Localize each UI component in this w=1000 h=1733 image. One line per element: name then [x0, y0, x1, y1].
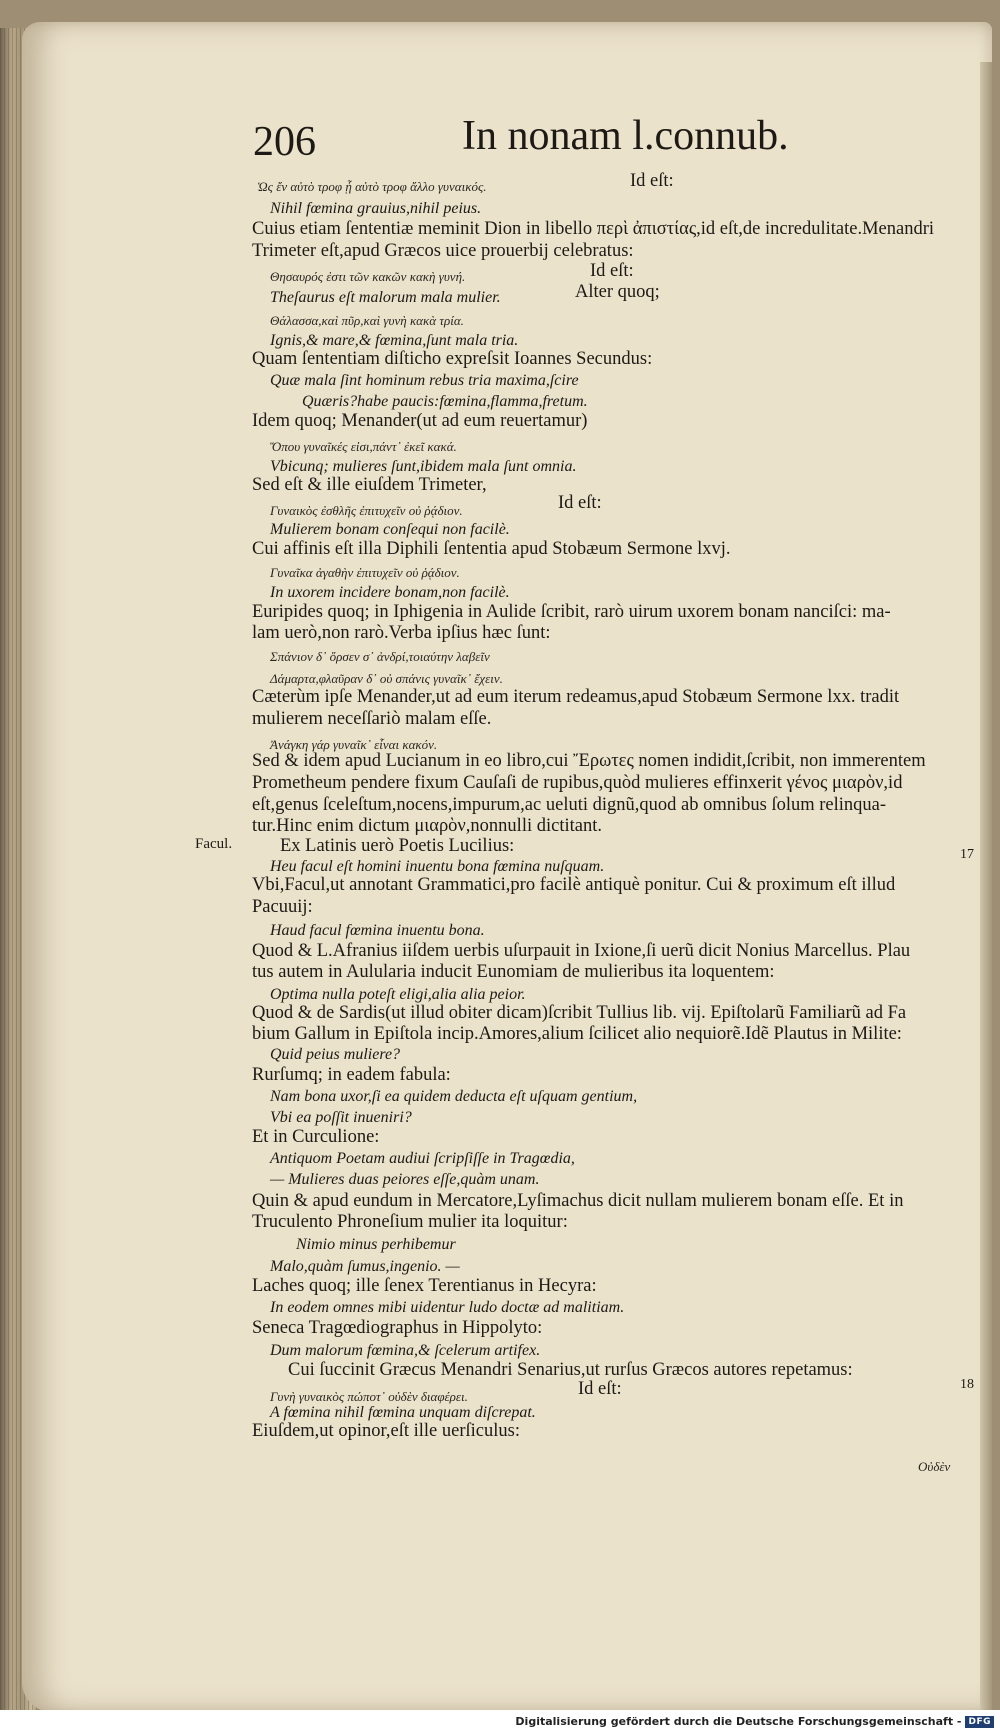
margin-line-number: 18	[960, 1377, 974, 1392]
text-line: mulierem neceſſariò malam eſſe.	[252, 709, 492, 729]
text-line: Et in Curculione:	[252, 1127, 380, 1147]
text-line: Cæterùm ipſe Menander,ut ad eum iterum redeamus,apud Stobæum Sermone lxx. tradit	[252, 687, 900, 707]
greek-quotation-line: Γυναικὸς ἐσθλῆς ἐπιτυχεῖν οὐ ῥᾴδιον.	[270, 503, 463, 518]
margin-line-number: 17	[960, 847, 974, 862]
latin-quotation-line: Antiquom Poetam audiui ſcripſiſſe in Tragœdia,	[270, 1150, 575, 1167]
text-line: lam uerò,non rarò.Verba ipſius hæc ſunt:	[252, 623, 551, 643]
text-line: Truculento Phroneſium mulier ita loquitur:	[252, 1212, 568, 1232]
latin-quotation-line: Nam bona uxor,ſi ea quidem deducta eſt uſquam gentium,	[270, 1088, 638, 1105]
text-line: Quam ſententiam diſticho expreſsit Ioannes Secundus:	[252, 349, 653, 369]
latin-quotation-line: Ignis,& mare,& fœmina,ſunt mala tria.	[270, 332, 519, 349]
greek-quotation-line: Δάμαρτα,φλαῦραν δ᾽ οὐ σπάνις γυναῖκ᾽ ἔχειν.	[270, 671, 503, 686]
greek-quotation-line: Γυνὴ γυναικὸς πώποτ᾽ οὐδὲν διαφέρει.	[270, 1389, 468, 1404]
latin-quotation-line: Theſaurus eſt malorum mala mulier.	[270, 289, 501, 306]
greek-quotation-line: Ὡς ἔν αὐτὸ τροφ ᾗ αὐτὸ τροφ ἄλλο γυναικός.	[257, 179, 487, 194]
greek-quotation-line: Θάλασσα,καὶ πῦρ,καὶ γυνὴ κακὰ τρία.	[270, 313, 464, 328]
latin-quotation-line: Heu facul eſt homini inuentu bona fœmina nuſquam.	[270, 858, 605, 875]
latin-quotation-line: — Mulieres duas peiores eſſe,quàm unam.	[270, 1171, 540, 1188]
text-line: Ex Latinis uerò Poetis Lucilius:	[280, 836, 515, 856]
digitization-footer	[0, 1710, 1000, 1733]
page-number: 206	[253, 119, 316, 165]
greek-quotation-line: Θησαυρός ἐστι τῶν κακῶν κακὴ γυνή.	[270, 269, 466, 284]
text-line: Idem quoq; Menander(ut ad eum reuertamur)	[252, 411, 588, 431]
text-line: Cui affinis eſt illa Diphili ſententia apud Stobæum Sermone lxvj.	[252, 539, 731, 559]
margin-note: Facul.	[195, 836, 233, 852]
text-line: Prometheum pendere fixum Cauſaſi de rupibus,quòd mulieres effinxerit γένος μιαρὸν,id	[252, 773, 903, 793]
text-line: Id eſt:	[578, 1379, 622, 1399]
text-line: Quod & L.Afranius iiſdem uerbis uſurpauit in Ixione,ſi uerũ dicit Nonius Marcellus. Plau	[252, 941, 911, 961]
text-line: Vbi,Facul,ut annotant Grammatici,pro facilè antiquè ponitur. Cui & proximum eſt illud	[252, 875, 896, 895]
text-line: Id eſt:	[558, 493, 602, 513]
text-line: Alter quoq;	[575, 282, 660, 302]
text-line: Id eſt:	[630, 171, 674, 191]
text-line: Cuius etiam ſententiæ meminit Dion in libello περὶ ἀπιστίας,id eſt,de incredulitate.Menandri	[252, 219, 934, 239]
text-line: Pacuuij:	[252, 897, 313, 917]
latin-quotation-line: A fœmina nihil fœmina unquam diſcrepat.	[270, 1404, 536, 1421]
text-line: Sed eſt & ille eiuſdem Trimeter,	[252, 475, 487, 495]
text-line: Seneca Tragœdiographus in Hippolyto:	[252, 1318, 543, 1338]
text-line: Eiuſdem,ut opinor,eſt ille uerſiculus:	[252, 1421, 520, 1441]
latin-quotation-line: In uxorem incidere bonam,non facilè.	[270, 584, 510, 601]
latin-quotation-line: In eodem omnes mibi uidentur ludo doctæ ad malitiam.	[270, 1299, 625, 1316]
text-line: Euripides quoq; in Iphigenia in Aulide ſcribit, rarò uirum uxorem bonam nanciſci: ma-	[252, 602, 891, 622]
latin-quotation-line: Nimio minus perhibemur	[296, 1236, 456, 1253]
text-line: bium Gallum in Epiſtola incip.Amores,alium ſcilicet alio nequiorẽ.Idẽ Plautus in Milite:	[252, 1024, 902, 1044]
text-line: tur.Hinc enim dictum μιαρὸν,nonnulli dictitant.	[252, 816, 602, 836]
text-line: Quod & de Sardis(ut illud obiter dicam)ſcribit Tullius lib. vij. Epiſtolarũ Familiarũ ad Fa	[252, 1003, 907, 1023]
greek-quotation-line: Ὅπου γυναῖκές εἰσι,πάντ᾽ ἐκεῖ κακά.	[270, 439, 457, 454]
greek-quotation-line: Γυναῖκα ἀγαθὴν ἐπιτυχεῖν οὐ ῥᾴδιον.	[270, 565, 460, 580]
latin-quotation-line: Haud facul fœmina inuentu bona.	[270, 922, 485, 939]
footer-credit-text: Digitalisierung gefördert durch die Deutsche Forschungsgemeinschaft -	[515, 1715, 962, 1728]
text-line: Cui ſuccinit Græcus Menandri Senarius,ut rurſus Græcos autores repetamus:	[288, 1360, 853, 1380]
text-line: tus autem in Aulularia inducit Eunomiam de mulieribus ita loquentem:	[252, 962, 775, 982]
latin-quotation-line: Nihil fœmina grauius,nihil peius.	[270, 200, 482, 217]
latin-quotation-line: Malo,quàm ſumus,ingenio. —	[270, 1258, 460, 1275]
text-line: Rurſumq; in eadem fabula:	[252, 1065, 451, 1085]
text-line: Laches quoq; ille ſenex Terentianus in Hecyra:	[252, 1276, 597, 1296]
latin-quotation-line: Quid peius muliere?	[270, 1046, 401, 1063]
text-line: eſt,genus ſceleſtum,nocens,impurum,ac ueluti dignũ,quod ab omnibus ſolum relinqua-	[252, 795, 887, 815]
latin-quotation-line: Quæ mala ſint hominum rebus tria maxima,ſcire	[270, 372, 579, 389]
latin-quotation-line: Vbi ea poſſit inueniri?	[270, 1109, 412, 1126]
latin-quotation-line: Dum malorum fœmina,& ſcelerum artifex.	[270, 1342, 541, 1359]
text-line: Trimeter eſt,apud Græcos uice prouerbij celebratus:	[252, 241, 634, 261]
dfg-logo: DFG	[965, 1716, 994, 1728]
running-head: In nonam l.connub.	[462, 113, 789, 159]
latin-quotation-line: Vbicunq; mulieres ſunt,ibidem mala ſunt omnia.	[270, 458, 577, 475]
text-line: Sed & idem apud Lucianum in eo libro,cui Ἔρωτες nomen indidit,ſcribit, non immerentem	[252, 751, 926, 771]
text-line: Quin & apud eundum in Mercatore,Lyſimachus dicit nullam mulierem bonam eſſe. Et in	[252, 1191, 904, 1211]
greek-quotation-line: Ἀνάγκη γάρ γυναῖκ᾽ εἶναι κακόν.	[270, 737, 438, 752]
latin-quotation-line: Quæris?habe paucis:fœmina,flamma,fretum.	[302, 393, 588, 410]
greek-quotation-line: Σπάνιον δ᾽ ὅρσεν σ᾽ ἀνδρί,τοιαύτην λαβεῖν	[270, 649, 490, 664]
latin-quotation-line: Optima nulla poteſt eligi,alia alia peior.	[270, 986, 526, 1003]
latin-quotation-line: Mulierem bonam conſequi non facilè.	[270, 521, 510, 538]
page-right-edge	[980, 62, 992, 1722]
text-line: Id eſt:	[590, 261, 634, 281]
catchword: Οὐδὲν	[918, 1459, 951, 1474]
